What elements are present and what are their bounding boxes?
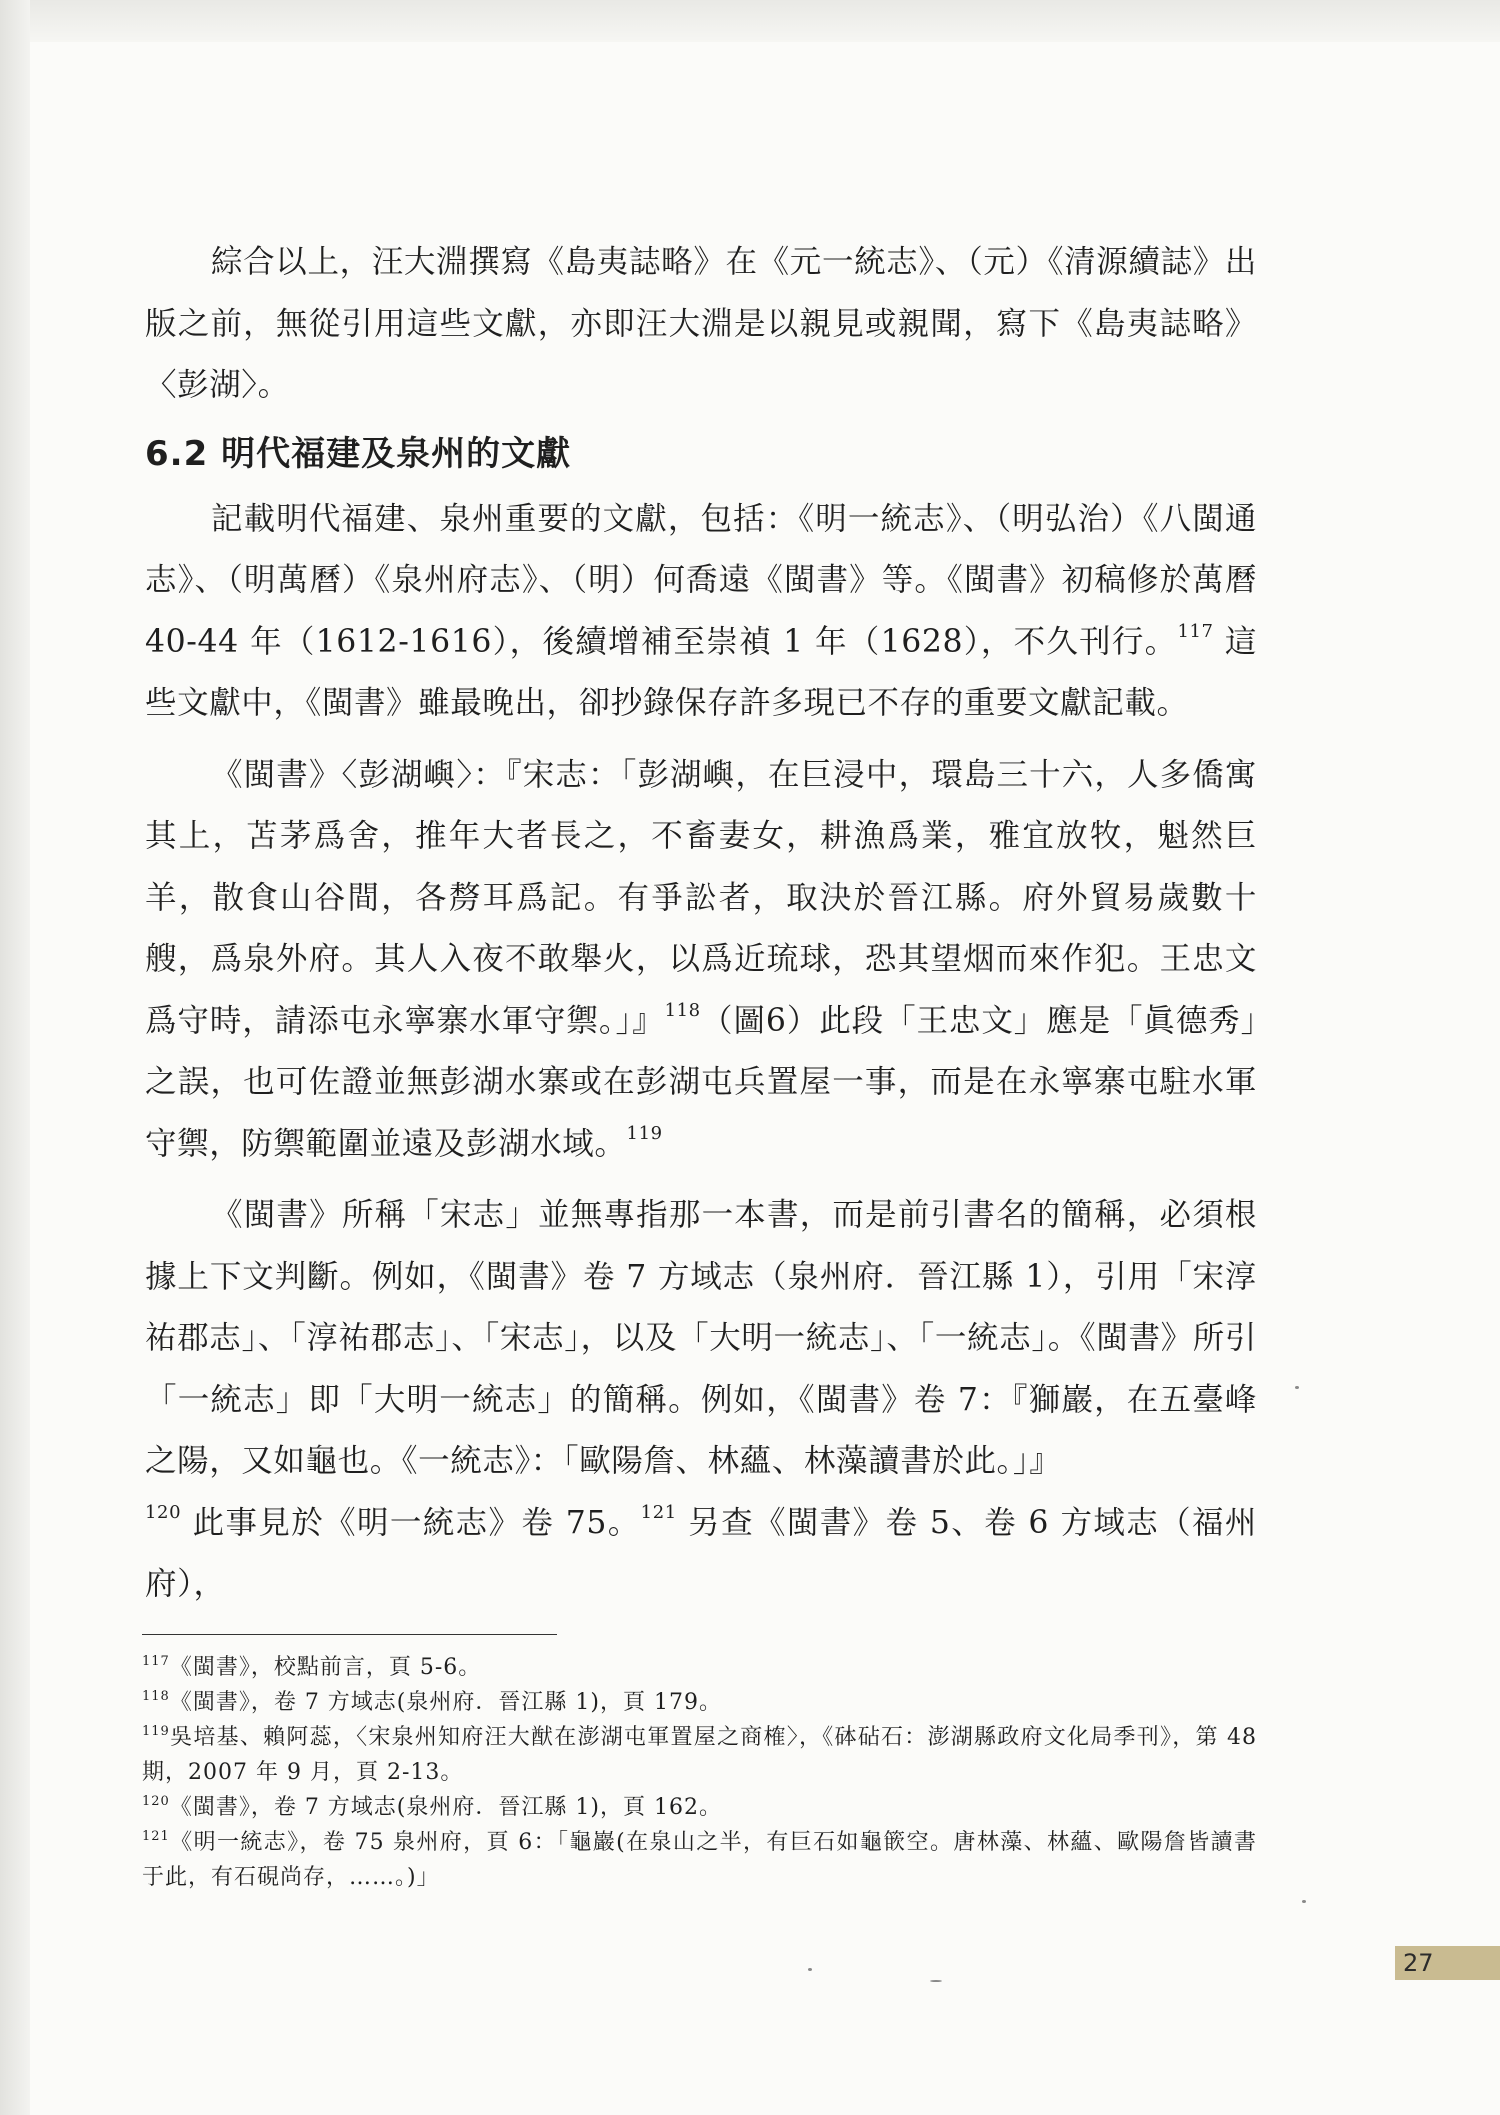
- footnote-ref[interactable]: 119: [626, 1122, 663, 1144]
- footnote: [142, 1685, 1257, 1720]
- scan-speck: [930, 1980, 942, 1982]
- footnote-ref[interactable]: 117: [1177, 620, 1214, 642]
- paragraph-text: 這些文獻中，《閩書》雖最晚出，卻抄錄保存許多現已不存的重要文獻記載。: [145, 623, 1257, 721]
- footnote-number: 121: [142, 1829, 170, 1844]
- footnote: [142, 1790, 1257, 1825]
- page-number: 27: [1395, 1946, 1500, 1980]
- footnote-text: 《明一統志》，卷 75 泉州府，頁 6：「龜巖(在泉山之半，有巨石如龜篏空。唐林藻、林蘊、歐陽詹皆讀書于此，有石硯尚存，……。)」: [142, 1830, 1257, 1890]
- paragraph-text: 《閩書》〈彭湖嶼〉：『宋志：「彭湖嶼，在巨浸中，環島三十六，人多僑寓其上，苫茅爲舍，推年大者長之，不畜妻女，耕漁爲業，雅宜放牧，魁然巨羊，散食山谷間，各剺耳爲記。有爭訟者，取決於晉江縣。府外貿易歲數十艘，爲泉外府。其人入夜不敢舉火，以爲近琉球，恐其望烟而來作犯。王忠文爲守時，請添屯永寧寨水軍守禦。」』: [145, 756, 1257, 1039]
- paragraph-text: 此事見於《明一統志》卷 75。: [181, 1504, 641, 1541]
- footnote-number: 118: [142, 1689, 170, 1704]
- footnote: [142, 1650, 1257, 1685]
- paragraph-song-zhi: [145, 1185, 1257, 1616]
- footnotes: [142, 1650, 1257, 1895]
- footnote-text: 《閩書》，卷 7 方域志(泉州府．晉江縣 1)，頁 179。: [169, 1690, 722, 1715]
- footnote: [142, 1720, 1257, 1790]
- paragraph-penghu-island: [145, 745, 1257, 1176]
- paragraph-text: 另查《閩書》卷 5、卷 6 方域志（福州府），: [145, 1504, 1257, 1602]
- footnote-number: 117: [142, 1654, 170, 1669]
- scan-speck: [808, 1968, 812, 1971]
- scan-speck: [1295, 1386, 1299, 1389]
- footnote-number: 120: [142, 1794, 170, 1809]
- scan-margin-left: [0, 0, 30, 2115]
- paragraph-summary: 綜合以上，汪大淵撰寫《島夷誌略》在《元一統志》、（元）《清源續誌》出版之前，無從引用這些文獻，亦即汪大淵是以親見或親聞，寫下《島夷誌略》〈彭湖〉。: [145, 244, 1257, 403]
- footnote-text: 吳培基、賴阿蕊，〈宋泉州知府汪大猷在澎湖屯軍置屋之商榷〉，《砵砧石：澎湖縣政府文化局季刊》，第 48 期，2007 年 9 月，頁 2-13。: [142, 1725, 1257, 1785]
- footnote-text: 《閩書》，卷 7 方域志(泉州府．晉江縣 1)，頁 162。: [169, 1795, 722, 1820]
- footnote-text: 《閩書》，校點前言，頁 5-6。: [169, 1655, 482, 1680]
- paragraph-text: 《閩書》所稱「宋志」並無專指那一本書，而是前引書名的簡稱，必須根據上下文判斷。例如，《閩書》卷 7 方域志（泉州府．晉江縣 1），引用「宋淳祐郡志」、「淳祐郡志」、「宋志」，以及「大明一統志」、「一統志」。《閩書》所引「一統志」即「大明一統志」的簡稱。例如，《閩書》卷 7：『獅巖，在五臺峰之陽，又如龜也。《一統志》：「歐陽詹、林蘊、林藻讀書於此。」』: [145, 1197, 1257, 1479]
- footnote-ref[interactable]: 121: [640, 1501, 677, 1523]
- footnote-separator: [142, 1634, 557, 1635]
- paragraph-text: （圖6）此段「王忠文」應是「眞德秀」之誤，也可佐證並無彭湖水寨或在彭湖屯兵置屋一事，而是在永寧寨屯駐水軍守禦，防禦範圍並遠及彭湖水域。: [145, 1002, 1258, 1162]
- footnote-ref[interactable]: 118: [664, 999, 701, 1021]
- footnote-number: 119: [142, 1724, 170, 1739]
- footnote: [142, 1825, 1257, 1895]
- scan-speck: [1302, 1900, 1306, 1903]
- footnote-ref[interactable]: 120: [145, 1501, 182, 1523]
- paragraph-text: 記載明代福建、泉州重要的文獻，包括：《明一統志》、（明弘治）《八閩通志》、（明萬曆）《泉州府志》、（明）何喬遠《閩書》等。《閩書》初稿修於萬曆 40-44 年（1612-1616），後續增補至崇禎 1 年（1628），不久刊行。: [145, 500, 1257, 660]
- scan-margin-top: [30, 0, 1500, 42]
- section-heading: 6.2 明代福建及泉州的文獻: [145, 433, 572, 474]
- main-text: [145, 232, 1257, 1616]
- paragraph-ming-documents: [145, 489, 1257, 735]
